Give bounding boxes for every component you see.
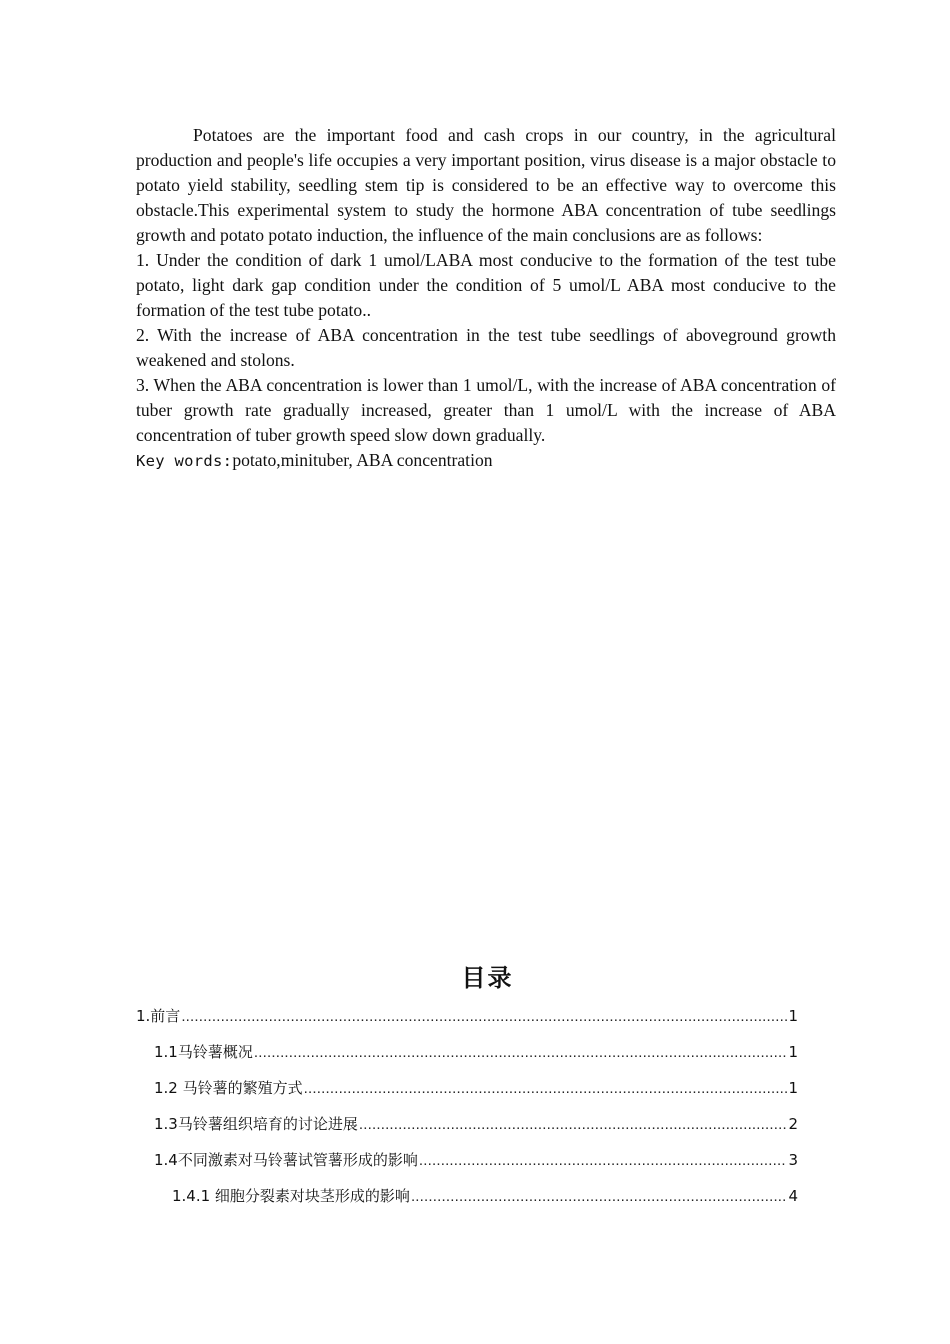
toc-leader-dots [411,1183,788,1211]
toc-entry[interactable] [136,1074,798,1110]
toc-entry[interactable] [136,1002,798,1038]
conclusion-2: 2. With the increase of ABA concentration in the test tube seedlings of aboveground growth weakened and stolons. [136,325,836,370]
abstract-paragraph: Potatoes are the important food and cash crops in our country, in the agricultural production and people's life occupies a very important position, virus disease is a major obstacle to potato yield stability, seedling stem tip is considered to be an effective way to overcome this obstacle.This experimental system to study the hormone ABA concentration of tube seedlings growth and potato potato induction, the influence of the main conclusions are as follows: [136,125,836,245]
toc-entry-text: 1.4不同激素对马铃薯试管薯形成的影响 [154,1151,418,1169]
toc-entry[interactable] [136,1146,798,1182]
keywords-value: potato,minituber, ABA concentration [232,450,493,470]
toc-entry-text: 1.前言 [136,1007,181,1025]
table-of-contents [136,1002,798,1218]
toc-page-number: 1 [788,1079,798,1097]
toc-page-number: 3 [788,1151,798,1169]
toc-leader-dots [359,1111,788,1139]
toc-leader-dots [181,1003,787,1031]
toc-title: 目录 [461,964,514,992]
toc-entry-text: 1.1马铃薯概况 [154,1043,253,1061]
toc-entry[interactable] [136,1182,798,1218]
english-abstract [136,123,836,474]
toc-entry[interactable] [136,1038,798,1074]
toc-entry-text: 1.2 马铃薯的繁殖方式 [154,1079,303,1097]
toc-entry-text: 1.4.1 细胞分裂素对块茎形成的影响 [172,1187,410,1205]
toc-entry[interactable] [136,1110,798,1146]
toc-page-number: 2 [788,1115,798,1133]
toc-leader-dots [304,1075,788,1103]
conclusion-3: 3. When the ABA concentration is lower than 1 umol/L, with the increase of ABA concentration of tuber growth rate gradually increased, greater than 1 umol/L with the increase of ABA concentration of tuber growth speed slow down gradually. [136,375,836,445]
toc-page-number: 1 [788,1043,798,1061]
toc-leader-dots [419,1147,788,1175]
keywords-label: Key words: [136,452,233,470]
keywords-line [136,448,836,474]
toc-entry-text: 1.3马铃薯组织培育的讨论进展 [154,1115,358,1133]
toc-leader-dots [254,1039,788,1067]
conclusion-1: 1. Under the condition of dark 1 umol/LABA most conducive to the formation of the test tube potato, light dark gap condition under the condition of 5 umol/L ABA most conducive to the formation of the test tube potato.. [136,250,836,320]
toc-page-number: 4 [788,1187,798,1205]
toc-page-number: 1 [788,1007,798,1025]
